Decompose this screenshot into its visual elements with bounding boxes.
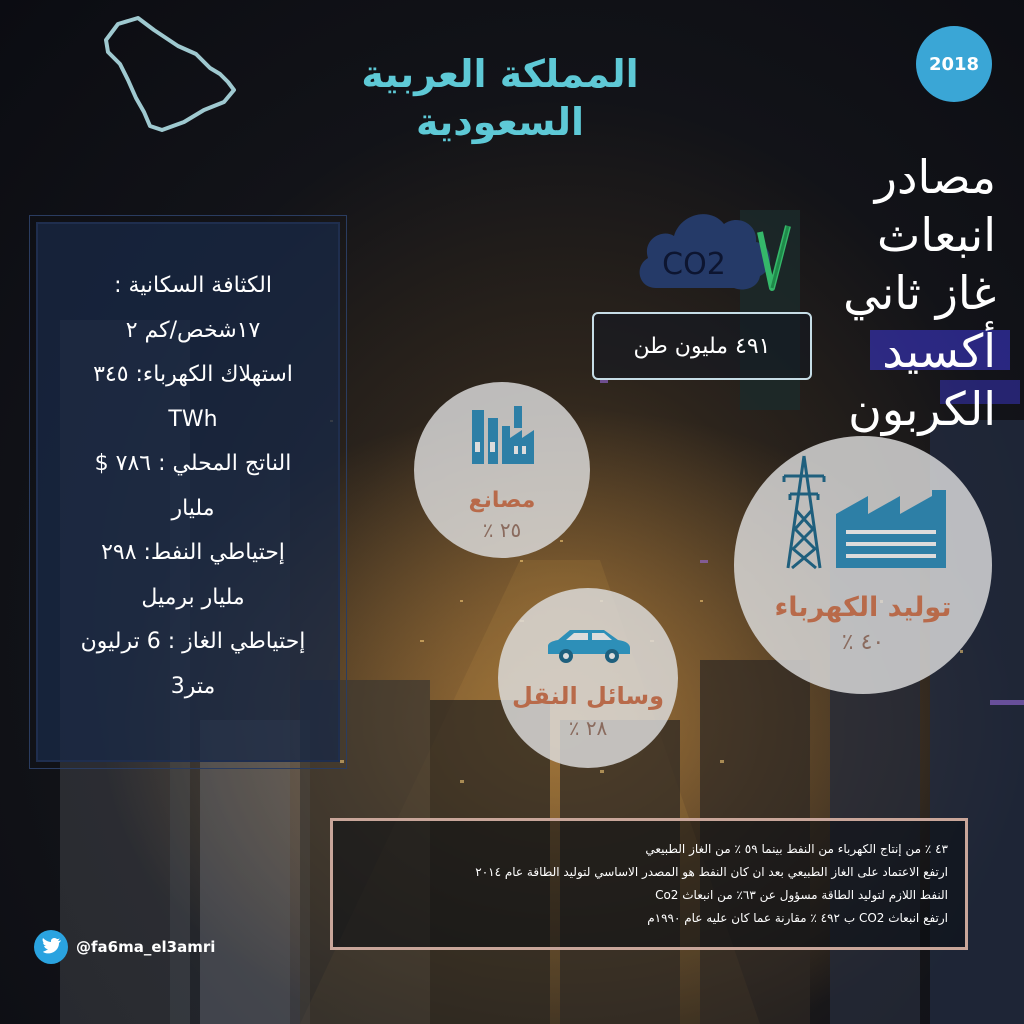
stat-line: مليار برميل xyxy=(141,584,245,610)
stat-line: TWh xyxy=(168,406,218,432)
co2-amount-box: ٤٩١ مليون طن xyxy=(592,312,812,380)
fact-line: النفط اللازم لتوليد الطاقة مسؤول عن ٦٣٪ من انبعاث Co2 xyxy=(655,888,948,902)
co2-cloud-icon xyxy=(632,196,794,308)
title-line: الكربون xyxy=(848,382,996,436)
source-percent: ٢٥ ٪ xyxy=(482,518,522,542)
stat-line: الناتج المحلي : ٧٨٦ $ xyxy=(94,451,292,476)
title-line: أكسيد xyxy=(882,324,996,378)
car-icon xyxy=(544,626,634,666)
source-circle-electricity xyxy=(734,436,992,694)
twitter-credit xyxy=(34,930,215,964)
power-plant-icon xyxy=(770,450,956,570)
title-line: غاز ثاني xyxy=(843,266,996,320)
stat-line: إحتياطي النفط: ٢٩٨ xyxy=(101,540,285,565)
saudi-map-icon xyxy=(100,14,240,136)
stat-line: مليار xyxy=(171,495,215,521)
source-circle-factories xyxy=(414,382,590,558)
factory-icon xyxy=(468,404,538,466)
country-title: المملكة العربية السعودية xyxy=(361,52,639,144)
stat-line: متر3 xyxy=(170,673,216,699)
year-badge: 2018 xyxy=(916,26,992,102)
source-label: مصانع xyxy=(468,488,536,513)
stat-line: ١٧شخص/كم ٢ xyxy=(125,317,261,343)
title-line: مصادر xyxy=(874,150,996,204)
fact-line: ٤٣ ٪ من إنتاج الكهرباء من النفط بينما ٥٩ ٪ من الغاز الطبيعي xyxy=(645,842,948,856)
title-line: انبعاث xyxy=(877,208,996,262)
source-percent: ٢٨ ٪ xyxy=(568,716,608,740)
twitter-handle: @fa6ma_el3amri xyxy=(76,938,216,956)
co2-icon-text: CO2 xyxy=(662,247,726,282)
stat-line: استهلاك الكهرباء: ٣٤٥ xyxy=(93,362,293,387)
fact-line: ارتفع الاعتماد على الغاز الطبيعي بعد ان كان النفط هو المصدر الاساسي لتوليد الطاقة عام ٢٠١٤ xyxy=(475,865,948,879)
source-label: وسائل النقل xyxy=(511,682,665,710)
emission-sources-title xyxy=(800,148,996,438)
stat-line: إحتياطي الغاز : 6 ترليون xyxy=(80,629,306,654)
twitter-icon xyxy=(34,930,68,964)
facts-list xyxy=(348,838,948,930)
stats-list xyxy=(62,264,324,709)
source-percent: ٤٠ ٪ xyxy=(841,630,885,655)
stat-line: الكثافة السكانية : xyxy=(114,273,272,298)
source-circle-transport xyxy=(498,588,678,768)
source-label: توليد الكهرباء xyxy=(774,592,952,623)
fact-line: ارتفع انبعاث CO2 ب ٤٩٢ ٪ مقارنة عما كان عليه عام ١٩٩٠م xyxy=(647,911,948,925)
